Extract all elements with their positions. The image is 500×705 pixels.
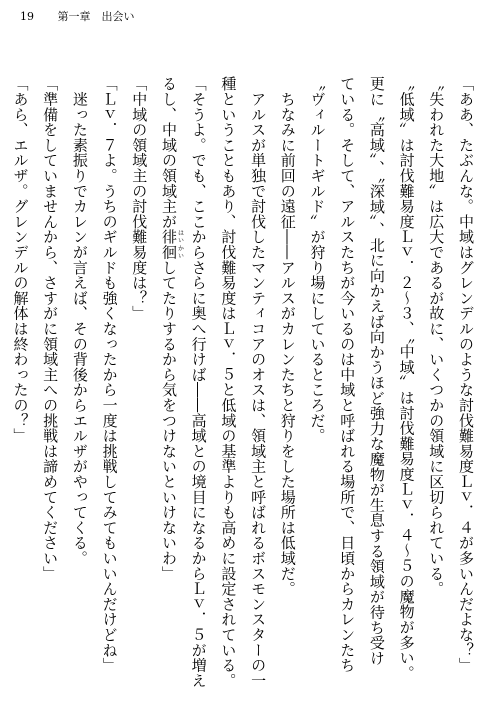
text-line-ruby: るし、中域の領域主が徘徊はいかいしてたりするから気をつけないといけないわ」 [159,76,184,581]
text-line: 「そうよ。でも、ここからさらに奥へ行けば――高域との境目になるからＬｖ．５が増え [189,76,208,688]
text-line [0,76,5,676]
text-line: 〝低域〟は討伐難易度Ｌｖ．２～３、〝中域〟は討伐難易度Ｌｖ．４～５の魔物が多い。 [397,76,416,681]
furigana: 徘徊はいかい [159,229,184,260]
page-header [20,8,135,24]
text-line: 〝ヴィルートギルド〟が狩り場にしているところだ。 [308,76,327,444]
text-line: 迷った素振りでカレンが言えば、その背後からエルザがやってくる。 [70,76,89,566]
text-line: ちなみに前回の遠征――アルスがカレンたちと狩りをした場所は低域だ。 [278,76,297,597]
chapter-title: 第一章 出会い [57,10,135,23]
text-line: アルスが単独で討伐したマンティコアのオスは、領域主と呼ばれるボスモンスターの一 [249,76,268,688]
text-line: 「中域の領域主の討伐難易度は？」 [130,76,149,321]
text-line: ている。そして、アルスたちが今いるのは中域と呼ばれる場所で、日頃からカレンたち [338,76,357,673]
text-line: 「ああ、たぶんな。中域はグレンデルのような討伐難易度Ｌｖ．４が多いんだよな？」 [457,76,475,673]
text-line: 「準備をしていませんから、さすがに領域主への挑戦は諦めてください」 [41,76,60,581]
text-line: 更に〝高域〟、〝深域〟、北に向かえば向かうほど強力な魔物が生息する領域が待ち受け [367,76,386,666]
text-line: 種ということもあり、討伐難易度はＬｖ．５と低域の基準よりも高めに設定されている。 [219,76,238,688]
page-number: 19 [20,10,34,23]
vertical-text-body [11,76,480,688]
text-line: 「Ｌｖ．７よ。うちのギルドも強くなったから一度は挑戦してみてもいいんだけどね」 [100,76,119,673]
text-line: 〝失われた大地〟は広大であるが故に、いくつかの領域に区切られている。 [427,76,446,597]
text-line: 「あら、エルザ。グレンデルの解体は終わったの？」 [11,76,30,444]
